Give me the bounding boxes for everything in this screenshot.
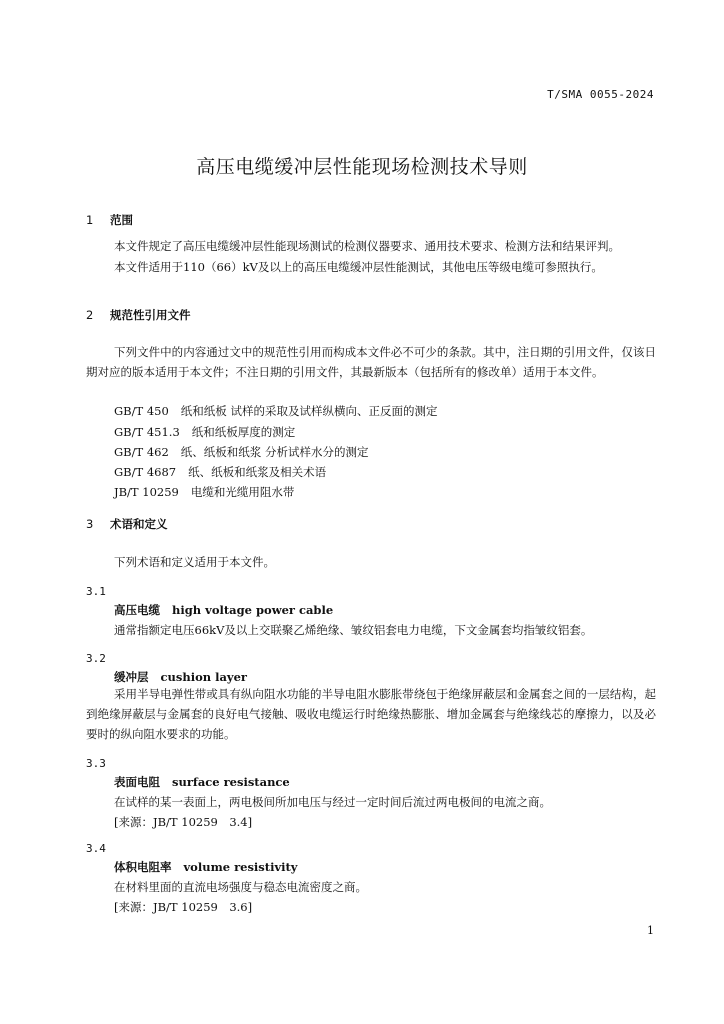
reference-title: 纸和纸板 试样的采取及试样纵横向、正反面的测定: [180, 404, 438, 418]
section-number: 3: [86, 517, 94, 531]
term-en: volume resistivity: [183, 860, 298, 874]
page-number: 1: [647, 924, 654, 937]
section-2-heading: [86, 307, 191, 323]
reference-item: [114, 464, 326, 480]
document-title: 高压电缆缓冲层性能现场检测技术导则: [196, 156, 528, 178]
term-heading: [114, 669, 247, 685]
section-number: 2: [86, 308, 94, 322]
reference-code: GB/T 4687: [114, 465, 177, 479]
paragraph: 下列术语和定义适用于本文件。: [114, 555, 275, 569]
reference-code: JB/T 10259: [114, 485, 179, 499]
reference-item: [114, 484, 294, 500]
reference-title: 纸、纸板和纸浆及相关术语: [188, 465, 327, 479]
term-zh: 缓冲层: [114, 670, 149, 684]
term-source: [来源：JB/T 10259 3.6]: [114, 900, 253, 914]
section-title: 规范性引用文件: [110, 308, 191, 322]
standard-number: T/SMA 0055-2024: [547, 88, 654, 101]
term-en: cushion layer: [160, 670, 247, 684]
reference-code: GB/T 462: [114, 445, 169, 459]
reference-title: 电缆和光缆用阻水带: [190, 485, 295, 499]
term-zh: 体积电阻率: [114, 860, 172, 874]
term-number: 3.4: [86, 842, 106, 855]
term-heading: [114, 774, 290, 790]
term-number: 3.3: [86, 757, 106, 770]
reference-title: 纸和纸板厚度的测定: [191, 425, 296, 439]
paragraph: 本文件适用于110（66）kV及以上的高压电缆缓冲层性能测试，其他电压等级电缆可参照执行。: [114, 260, 603, 274]
term-number: 3.2: [86, 652, 106, 665]
term-zh: 高压电缆: [114, 603, 160, 617]
term-definition: 在材料里面的直流电场强度与稳态电流密度之商。: [114, 880, 367, 894]
term-source: [来源：JB/T 10259 3.4]: [114, 815, 253, 829]
paragraph: 下列文件中的内容通过文中的规范性引用而构成本文件必不可少的条款。其中，注日期的引用文件，仅该日期对应的版本适用于本文件；不注日期的引用文件，其最新版本（包括所有的修改单）适用于本文件。: [86, 345, 656, 379]
paragraph: 本文件规定了高压电缆缓冲层性能现场测试的检测仪器要求、通用技术要求、检测方法和结果评判。: [114, 239, 620, 253]
reference-title: 纸、纸板和纸浆 分析试样水分的测定: [180, 445, 369, 459]
term-heading: [114, 859, 298, 875]
term-en: surface resistance: [172, 775, 290, 789]
term-zh: 表面电阻: [114, 775, 160, 789]
term-number: 3.1: [86, 585, 106, 598]
reference-item: [114, 444, 368, 460]
reference-item: [114, 403, 437, 419]
term-definition: 在试样的某一表面上，两电极间所加电压与经过一定时间后流过两电极间的电流之商。: [114, 795, 551, 809]
term-en: high voltage power cable: [172, 603, 334, 617]
reference-code: GB/T 451.3: [114, 425, 180, 439]
reference-code: GB/T 450: [114, 404, 169, 418]
section-number: 1: [86, 213, 94, 227]
term-definition: 采用半导电弹性带或具有纵向阻水功能的半导电阻水膨胀带绕包于绝缘屏蔽层和金属套之间的一层结构，起到绝缘屏蔽层与金属套的良好电气接触、吸收电缆运行时绝缘热膨胀、增加金属套与绝缘线芯的摩擦力，以及必要时的纵向阻水要求的功能。: [86, 687, 656, 741]
section-3-heading: [86, 516, 168, 532]
term-definition: 通常指额定电压66kV及以上交联聚乙烯绝缘、皱纹铝套电力电缆，下文金属套均指皱纹铝套。: [114, 623, 593, 637]
section-1-heading: [86, 212, 133, 228]
term-heading: [114, 602, 333, 618]
section-title: 范围: [110, 213, 134, 227]
reference-item: [114, 424, 295, 440]
section-title: 术语和定义: [110, 517, 168, 531]
